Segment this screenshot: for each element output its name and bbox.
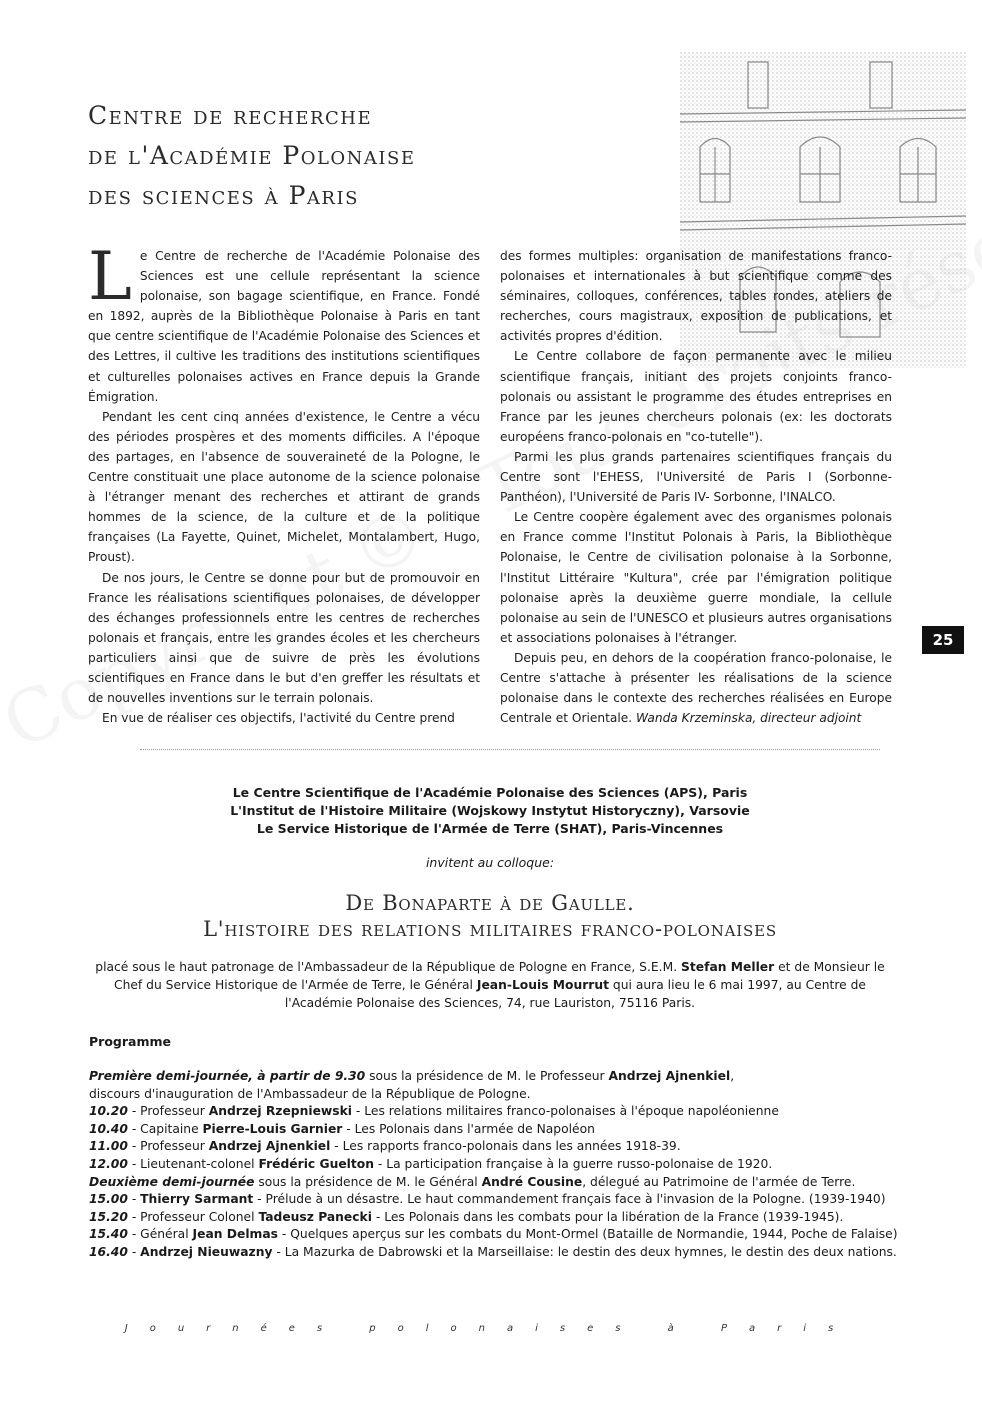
- colloquium-title: [90, 890, 890, 942]
- article-paragraph: En vue de réaliser ces objectifs, l'activité du Centre prend: [102, 711, 455, 726]
- article-paragraph: De nos jours, le Centre se donne pour but de promouvoir en France les réalisations scientifiques polonaises, de développer des échanges professionnels entre les centres de recherches polonais et français, entre les grandes écoles et les chercheurs particuliers ainsi que de suivre de près les évolutions scientifiques en France dans le but d'en greffer les résultats et de nouvelles inventions sur le terrain polonais.: [88, 570, 480, 706]
- article-title-line-3: des sciences à Paris: [88, 181, 359, 210]
- program-item: 10.20 - Professeur Andrzej Rzepniewski - Les relations militaires franco-polonaises à l'époque napoléonienne: [89, 1104, 779, 1119]
- colloquium-title-line-1: De Bonaparte à de Gaulle.: [345, 891, 635, 915]
- colloquium-title-line-2: L'histoire des relations militaires franco-polonaises: [203, 917, 777, 941]
- program-heading: Programme: [89, 1034, 171, 1049]
- program-item: 11.00 - Professeur Andrzej Ajnenkiel - Les rapports franco-polonais dans les années 1918-39.: [89, 1139, 681, 1154]
- drop-cap: L: [88, 238, 132, 315]
- program-list: [89, 1068, 899, 1262]
- article-paragraph: Depuis peu, en dehors de la coopération franco-polonaise, le Centre s'attache à présenter les réalisations de la science polonaise dans le contexte des recherches réalisées en Europe Centrale et Orientale. Wanda Krzeminska, directeur adjoint: [500, 650, 892, 726]
- article-column-left: [88, 238, 480, 728]
- organizer-line: L'Institut de l'Histoire Militaire (Wojskowy Instytut Historyczny), Varsovie: [230, 803, 750, 818]
- article-paragraph: Le Centre collabore de façon permanente avec le milieu scientifique français, initiant des projets conjoints franco-polonais ou assistant le programme des études entreprises en France par les jeunes chercheurs polonais (ex: les doctorats européens franco-polonais en "co-tutelle").: [500, 349, 892, 444]
- program-item: Deuxième demi-journée sous la présidence de M. le Général André Cousine, délegué au Patrimoine de l'armée de Terre.: [89, 1174, 856, 1189]
- page-number: 25: [922, 626, 964, 654]
- program-item: 15.20 - Professeur Colonel Tadeusz Panecki - Les Polonais dans les combats pour la libération de la France (1939-1945).: [89, 1209, 844, 1224]
- article-paragraph: des formes multiples: organisation de manifestations franco-polonaises et internationales à but scientifique comme des séminaires, colloques, conférences, tables rondes, ateliers de recherches, cours magistraux, exposition de publications, et activités propres d'édition.: [500, 249, 892, 344]
- program-item: 10.40 - Capitaine Pierre-Louis Garnier - Les Polonais dans l'armée de Napoléon: [89, 1121, 595, 1136]
- patronage-text: placé sous le haut patronage de l'Ambassadeur de la République de Pologne en France, S.E.M. Stefan Meller et de Monsieur le Chef du Service Historique de l'Armée de Terre, le Général Jean-Louis Mourrut qui aura lieu le 6 mai 1997, au Centre de l'Académie Polonaise des Sciences, 74, rue Lauriston, 75116 Paris.: [95, 960, 885, 1010]
- organizer-line: Le Centre Scientifique de l'Académie Polonaise des Sciences (APS), Paris: [232, 785, 748, 800]
- program-item: discours d'inauguration de l'Ambassadeur de la République de Pologne.: [89, 1086, 531, 1101]
- program-item: 15.00 - Thierry Sarmant - Prélude à un désastre. Le haut commandement français face à l'invasion de la Pologne. (1939-1940): [89, 1192, 886, 1207]
- program-item: Première demi-journée, à partir de 9.30 sous la présidence de M. le Professeur Andrzej Ajnenkiel,: [89, 1069, 735, 1083]
- article-paragraph: Parmi les plus grands partenaires scientifiques français du Centre sont l'EHESS, l'Université de Paris I (Sorbonne-Panthéon), l'Université de Paris IV- Sorbonne, l'INALCO.: [500, 449, 892, 505]
- article-paragraph: Pendant les cent cinq années d'existence, le Centre a vécu des périodes prospères et des moments difficiles. A l'époque des partages, en l'absence de souveraineté de la Pologne, le Centre constituait une place autonome de la science polonaise à l'étranger menant des recherches et attirant de grands hommes de la science, de la culture et de la politique françaises (La Fayette, Quinet, Michelet, Montalambert, Hugo, Proust).: [88, 409, 480, 565]
- article-paragraph: Le Centre de recherche de l'Académie Polonaise des Sciences est une cellule représentant la science polonaise, son bagage scientifique, en France. Fondé en 1892, auprès de la Bibliothèque Polonaise à Paris en tant que centre scientifique de l'Académie Polonaise des Sciences et des Lettres, il cultive les traditions des institutions scientifiques et culturelles polonaises actives en France depuis la Grande Émigration.: [88, 238, 480, 404]
- organizer-line: Le Service Historique de l'Armée de Terre (SHAT), Paris-Vincennes: [256, 821, 724, 836]
- organizers-list: [90, 784, 890, 838]
- section-divider: [140, 749, 880, 750]
- article-column-right: [500, 246, 892, 728]
- program-item: 12.00 - Lieutenant-colonel Frédéric Guelton - La participation française à la guerre russo-polonaise de 1920.: [89, 1156, 773, 1171]
- author-signature: Wanda Krzeminska, directeur adjoint: [636, 711, 862, 726]
- program-item: 16.40 - Andrzej Nieuwazny - La Mazurka de Dabrowski et la Marseillaise: le destin des deux hymnes, le destin des deux nations.: [89, 1244, 897, 1259]
- page-footer: Journées polonaises à Paris: [124, 1323, 856, 1334]
- program-item: 15.40 - Général Jean Delmas - Quelques aperçus sur les combats du Mont-Ormel (Bataille de Normandie, 1944, Poche de Falaise): [89, 1227, 898, 1242]
- article-paragraph: Le Centre coopère également avec des organismes polonais en France comme l'Institut Polonais à Paris, la Bibliothèque Polonaise, le Centre de civilisation polonaise à la Sorbonne, l'Institut Littéraire "Kultura", crée par l'émigration politique polonaise après la deuxième guerre mondiale, la cellule polonaise au sein de l'UNESCO et plusieurs autres organisations et associations polonaises à l'étranger.: [500, 510, 892, 645]
- article-title-line-2: de l'Académie Polonaise: [88, 141, 416, 170]
- invitation-text: invitent au colloque:: [425, 855, 555, 870]
- article-title-line-1: Centre de recherche: [88, 101, 373, 130]
- article-title: [88, 96, 416, 216]
